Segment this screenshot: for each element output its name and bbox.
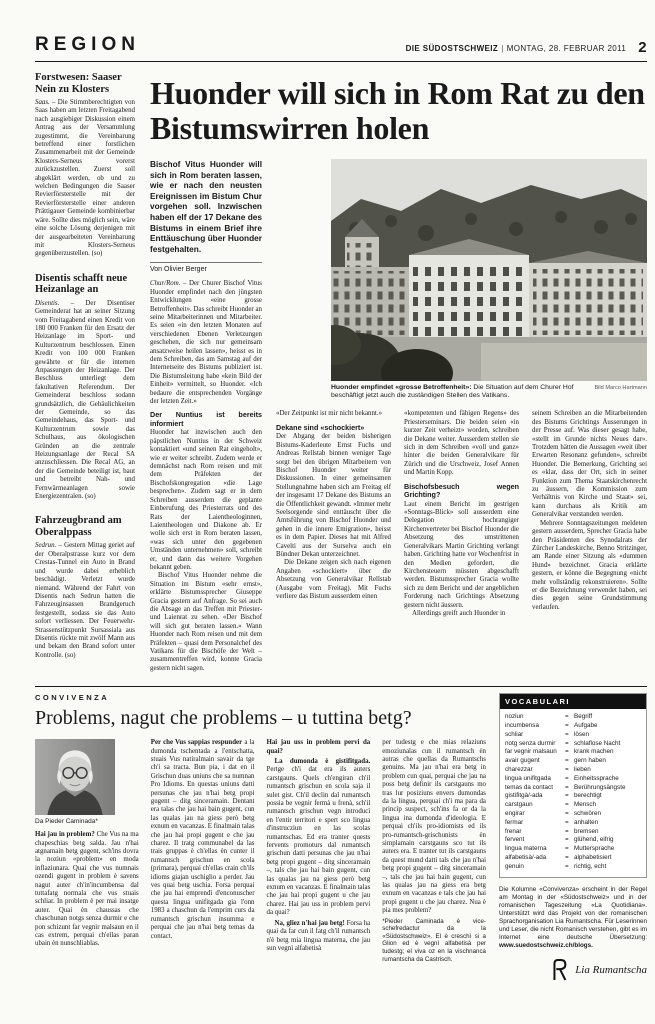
vocab-equals: = xyxy=(565,862,569,870)
paragraph: Laut einem Bericht im gestrigen «Sonntags-Blick» soll ausserdem eine Delegation hochrangiger Kirchenvertreter bei Bischof Huonder die Absetzung des umstrittenen Generalvikars Martin Grichting verlangt haben. Grichting hatte vor Wochenfrist in den Medien gefordert, die Kirchensteuern müssten abgeschafft werden. Bistumssprecher Gracia wollte sich zu dem Bericht und der angeblichen Forderung nach Grichtings Absetzung gestern nicht äussern. xyxy=(404,500,519,609)
subhead: Bischofsbesuch wegen Grichting? xyxy=(404,481,519,500)
lia-rumantscha-logo-text: Lia Rumantscha xyxy=(575,963,647,976)
vocab-equals: = xyxy=(565,739,569,747)
main-article-right xyxy=(276,159,647,673)
vocab-translation: berechtigt xyxy=(574,792,602,800)
vocab-term: fervent xyxy=(505,836,525,844)
vocabulari-row xyxy=(505,845,641,854)
photo-caption-text: Die Situation auf dem Churer Hof beschäftigt jetzt auch die zuständigen Stellen des Vatikans. xyxy=(331,384,574,400)
column-info-note: Die Kolumne «Convivenza» erscheint in der Regel am Montag in der «Südostschweiz» und in der romanischen Tageszeitung «La Quotidiana». Unterstützt wird das Projekt von der romanischen Sprachorganisation Lia Rumantscha. Für Leserinnen und Leser, die nicht Romanisch verstehen, gibt es im Internet eine deutsche Übersetzung: www.suedostschweiz.ch/blogs. xyxy=(499,885,647,949)
paragraph: «kompetenten und fähigen Regens» des Priesterseminars. Die beiden seien «in kurzer Zeit verheizt» worden, schreiben die Dekane weiter. Ausserdem stellen sie sich in dem Schreiben «voll und ganz» hinter die beiden Generalvikare für Zürich und die Urschweiz, Josef Annen und Martin Kopp. xyxy=(404,410,519,477)
vocabulari-sidebar xyxy=(499,693,647,981)
main-article-left-column xyxy=(150,159,262,673)
vocab-term: fermar xyxy=(505,818,524,826)
vocab-equals: = xyxy=(565,783,569,791)
article-column-3 xyxy=(404,410,519,618)
vocab-translation: Aufgabe xyxy=(574,721,598,729)
brief-headline: Disentis schafft neue Heizanlage an xyxy=(35,272,128,296)
masthead xyxy=(35,34,647,62)
convivenza-column-3 xyxy=(267,739,371,963)
vocabulari-box xyxy=(499,693,647,877)
vocabulari-row xyxy=(505,801,641,810)
main-body-columns xyxy=(276,410,647,618)
brief-body: Gestern Mittag geriet auf der Oberalpstrasse kurz vor dem Crestas-Tunnel ein Auto in Brand und wurde dabei erheblich beschädigt. Verletzt wurde niemand. Während der Fahrt von Disentis nach Sedrun hatten die Fahrzeuginsassen Brandgeruch festgestellt, sodass sie das Auto sofort verliessen. Der Feuerwehr-Strassenstützpunkt Sursassiala aus Disentis rückte mit zwölf Mann aus und bekam den Brand sofort unter Kontrolle. (so) xyxy=(35,542,135,659)
photo-caption-lead: Huonder empfindet «grosse Betroffenheit»: xyxy=(331,384,472,391)
vocab-term: lingua materna xyxy=(505,845,547,853)
vocab-translation: schlaflose Nacht xyxy=(574,739,621,747)
paragraph: Huonder hat inzwischen auch den päpstlichen Nuntius in der Schweiz kontaktiert «und seinen Rat eingeholt», wie er weiter schreibt. Zudem werde er demnächst nach Rom reisen und mit dem Präfekten der Bischofskongregation «die Lage besprechen». Zudem sagt er in dem Schreiben ausserdem die geplante Einberufung des Priesterrats und des Rats der Laientheologinnen, Laientheologen und Diakone ab. Er wolle sich erst in Rom beraten lassen, «was sich unter den gegebenen Umständen unternehmen» soll, schreibt er, und dann das weitere Vorgehen bekannt geben. xyxy=(150,429,262,571)
vocabulari-row xyxy=(505,748,641,757)
vocab-term: schliar xyxy=(505,730,524,738)
vocabulari-row xyxy=(505,819,641,828)
paragraph: «Der Zeitpunkt ist mir nicht bekannt.» xyxy=(276,410,383,418)
main-photo xyxy=(331,159,647,381)
briefs-column xyxy=(35,72,135,674)
vocabulari-row xyxy=(505,740,641,749)
article-column-1 xyxy=(150,280,262,673)
vocab-term: frenar xyxy=(505,827,522,835)
brief-article-forstwesen xyxy=(35,72,135,259)
subhead: Der Nuntius ist bereits informiert xyxy=(150,410,262,428)
paper-info xyxy=(406,39,647,56)
author-footnote: *Pieder Caminada è vice-schefredactur da la «Südostschweiz». El è creschì si a Glion ed è vegnì alfabetisà per tudestg; el viva oz en la vischnanca rumantscha da Castrisch. xyxy=(382,917,486,963)
vocab-equals: = xyxy=(565,836,569,844)
brief-body: Die Stimmberechtigten von Saas haben am letzten Freitagabend nach ausgiebiger Diskussion einem Antrag aus der Versammlung zugestimmt, die Vereinbarung betreffend einer forstlichen Zusammenarbeit mit der Gemeinde Klosters-Serneus vorerst zurückzustellen. Zuerst soll abgeklärt werden, ob und zu welchen Bedingungen die Saaser Revierförsterstelle mit der Revierförsterstelle einer anderen Prättigauer Gemeinde kombinierbar wäre. Sollte dies möglich sein, wäre eine solche Lösung derjenigen mit der ausgearbeiteten Vereinbarung mit Klosters-Serneus gegenüberzustellen. (so) xyxy=(35,99,135,258)
paragraph: per tudestg e che mias relaziuns emoziunalas cun il rumantsch èn autras che quellas da Rumantschs genuins. Ma jau n'hai era betg in problem cun quai, perquai che jau na poss betg definir ils carstgauns mo tras lur posiziuns envers dumondas da la lingua, perquai ch'i ma para da princip suspect, sch'ins fa or da la lingua ina dumonda d'ideologia. E perquai ch'ils pro-idiomists ed ils pro-rumantsch-grischunists èn simplamain carstgauns sco tut ils auters era. E tranter tut ils carstgauns da quest mund datti tals che jau n'hai betg propi gugent – ditg sinceramain –, tals che jau hai bain gugent, cun las qualas jau na giess era betg exnum en vacanzas e tals che jau hai propi gugent u che jau charez. Nua è pia mes problem? xyxy=(382,739,486,915)
vocab-translation: krank machen xyxy=(574,748,614,756)
masthead-separator: | xyxy=(501,44,504,53)
paragraph: Na, gliez n'hai jau betg! Forsa ha quai da far cun il fatg ch'il rumantsch n'è betg mia lingua materna, che jau sun vegnì alfabetisà xyxy=(266,919,371,952)
article-lead: Bischof Vitus Huonder will sich in Rom beraten lassen, wie er nach den neusten Ereignissen im Bistum Chur vorgehen soll. Inzwischen haben elf der 17 Dekane des Bistums in einem Brief ihre Enttäuschung über Huonder festgehalten. xyxy=(150,159,263,254)
paper-name: DIE SÜDOSTSCHWEIZ xyxy=(405,44,499,53)
vocabulari-list xyxy=(500,709,646,876)
main-article xyxy=(150,72,647,674)
paragraph: Hai jau in problem? Che Vus na ma chapeschias betg salda. Jau n'hai atgnamain betg gugent, sch'ins dovra la noziun «problem» en moda inflaziunara. Quai che vus numnais ozendi gugent in problem è savens nagut auter ch'in'incumbensa dal tuttafatg normala che vus stuais schliar. In problem è per mai insatge auter. Quai èn chaussas che chaschunan notgs senza durmir e che pon schizunt far vegnir malsaun en il cas extrem, perquai ch'ellas paran ubain èn nunschliablas. xyxy=(35,831,139,948)
paragraph: Der Abgang der beiden bisherigen Bistums-Kaderleute Ernst Fuchs und Andreas Rellstab binnen weniger Tage sorgt bei den übrigen Mitarbeitern von Bischof Huonder weiter für Diskussionen. In einer gemeinsamen Stellungnahme haben sich am Freitag elf der insgesamt 17 Dekane des Bistums an die Öffentlichkeit gewandt. «Immer mehr Seelsorgende sind enttäuscht über die Amtsführung von Bischof Huonder und gehen in die innere Emigration», heisst es in dem Papier. Dieses hat mit Alfred Cavelti aus der Surselva auch ein Bündner Dekan unterzeichnet. xyxy=(276,433,391,558)
vocab-term: noziun xyxy=(505,713,524,721)
vocab-term: engirar xyxy=(505,809,525,817)
main-article-top xyxy=(150,159,647,673)
vocab-equals: = xyxy=(565,809,569,817)
vocab-term: alfabetisà/-ada xyxy=(505,853,547,861)
vocab-translation: glühend, eifrig xyxy=(574,836,614,844)
vocabulari-row xyxy=(505,757,641,766)
lia-rumantscha-logo-icon xyxy=(549,958,569,982)
vocabulari-row xyxy=(505,784,641,793)
vocab-equals: = xyxy=(565,853,569,861)
lia-rumantscha-logo xyxy=(499,950,647,982)
vocab-term: notg senza durmir xyxy=(505,739,556,747)
vocab-term: gistifitgà/-ada xyxy=(505,792,543,800)
vocab-term: far vegnir malsaun xyxy=(505,748,557,756)
convivenza-column-4 xyxy=(382,739,486,963)
paragraph: Die Dekane zeigen sich nach eigenen Angaben «schockiert» über die Absetzung von Generalvikar Rellstab (Ausgabe vom Freitag). Mit Fuchs verliere das Bistum ausserdem einen xyxy=(276,559,391,601)
vocab-translation: Berührungsängste xyxy=(574,783,626,791)
vocab-equals: = xyxy=(565,713,569,721)
vocab-translation: richtig, echt xyxy=(574,862,607,870)
vocabulari-row xyxy=(505,854,641,863)
paragraph: La dumonda è gistifitgada. Pertge ch'i dat era ils auters carstgauns. Quels ch'engiran ch'il rumantsch grischun en scola saja il sulet gist. Ch'il declin dal rumantsch possia be vegnir fermà u frenà, sch'il rumantsch grischun vegn introducì en l'entir territori e spert sco lingua d'instrucziun en las scolas rumantschas. Ed era tranter quests fervents promoturs dal rumantsch grischun datti persunas che jau n'hai betg propi gugent – ditg sinceramain –, tals che jau hai bain gugent, cun las qualas jau na giess però betg exnum en vacanzas. E finalmain talas che jau hai propi gugent u che jau charez. Hai jau uss in problem pervi da quai? xyxy=(266,757,371,917)
brief-article-disentis xyxy=(35,273,135,502)
convivenza-column-2 xyxy=(151,739,255,963)
vocab-equals: = xyxy=(565,792,569,800)
vocab-translation: anhalten xyxy=(574,818,599,826)
pieder-caminada-portrait xyxy=(35,739,115,815)
vocab-translation: gern haben xyxy=(574,757,606,765)
vocabulari-row xyxy=(505,713,641,722)
column-info-url: www.suedostschweiz.ch/blogs. xyxy=(499,941,593,949)
vocab-equals: = xyxy=(565,730,569,738)
vocabulari-row xyxy=(505,810,641,819)
vocab-equals: = xyxy=(565,748,569,756)
vocab-term: genuin xyxy=(505,862,524,870)
article-column-4 xyxy=(532,410,647,618)
vocab-equals: = xyxy=(565,827,569,835)
dateline: Saas. – xyxy=(35,99,56,106)
photo-credit: Bild Marco Hartmann xyxy=(594,385,647,391)
vocabulari-row xyxy=(505,731,641,740)
vocab-equals: = xyxy=(565,774,569,782)
brief-headline: Forstwesen: Saaser Nein zu Klosters xyxy=(35,72,122,95)
vocabulari-row xyxy=(505,792,641,801)
vocab-translation: lieben xyxy=(574,765,591,773)
section-title: REGION xyxy=(35,34,140,55)
vocab-equals: = xyxy=(565,765,569,773)
paragraph: Bischof Vitus Huonder nehme die Situation im Bistum «sehr ernst», erklärte Bistumssprecher Giuseppe Gracia gestern auf Anfrage. So sei auch die Absage an das Treffen mit Priester- und Laienrat zu sehen. «Der Bischof will sich gut beraten lassen.» Wann Huonder nach Rom reisen und mit dem Präfekten – quasi dem Personalchef des Vatikans für die Bischöfe der Welt – zusammentreffen wird, konnte Gracia gestern nicht sagen. xyxy=(150,572,262,672)
vocab-translation: bremsen xyxy=(574,827,599,835)
vocabulari-row xyxy=(505,775,641,784)
vocab-equals: = xyxy=(565,818,569,826)
brief-body: Der Disentiser Gemeinderat hat an seiner Sitzung vom Freitagabend einen Kredit von 180 000 Franken für den Ersatz der Heizanlage im Sport- und Kulturzentrum beschlossen. Einen Kredit von 100 000 Franken gewährte er für die internen Anpassungen der Heizanlage. Der Beschluss unterliegt dem fakultativen Referendum. Der Gemeinderat beschloss sodann grundsätzlich, die Gebäulichkeiten der Gemeinde, so das Gemeindehaus, das Sport- und Kulturzentrum sowie das Schulhaus, aus ökologischen Gründen an die zentrale Heizungsanlage der Recal SA anzuschliessen. Die Recal AG, an der die Gemeinde beteiligt ist, baut und betreibt Nah- und Fernwärmeanlagen sowie Energiezentralen. (so) xyxy=(35,299,135,501)
dateline: Chur/Rom. – xyxy=(150,280,187,288)
vocabulari-row xyxy=(505,766,641,775)
paragraph: Hai jau uss in problem pervi da quai? xyxy=(266,739,371,755)
paragraph: Per che Vus sappias respunder a la dumonda tschentada a l'entschatta, stuais Vus natiralmain savair da tge ch'i sa tracta. Bun pia, i dat en il Grischun duas uniuns che sa numnan Pro Idioms. En questas uniuns datti persunas che jau n'hai betg propi gugent – ditg sinceramain. Dentant era talas che jau hai bain gugent, cun las qualas jau na giess però betg exnum en vacanzas. E finalmain talas che jau hai propi gugent e che jau charez. Il tratg communabel da las trais gruppas è ch'ellas èn cunter il rumantsch grischun en scola (primara), perquai ch'ellas crain ch'ils idioms giajan uschiglio a perder. Jau ves quai betg uschia. Forsa perquai che jau hai emprendì d'enconuscher questa lingua unifitgada gia l'onn 1983 a chaschun da l'emprim curs da rumantsch grischun insumma e perquai che jau n'hai betg temas da contact. xyxy=(150,739,255,940)
convivenza-section xyxy=(35,686,647,981)
convivenza-column-1 xyxy=(35,739,139,963)
vocab-translation: Muttersprache xyxy=(574,845,615,853)
paragraph: Allerdings greift auch Huonder in xyxy=(412,609,506,617)
vocabulari-row xyxy=(505,836,641,845)
vocabulari-row xyxy=(505,863,641,872)
byline: Von Olivier Berger xyxy=(150,262,262,273)
vocab-translation: Mensch xyxy=(574,801,597,809)
section-kicker: CONVIVENZA xyxy=(35,693,110,703)
subhead: Dekane sind «schockiert» xyxy=(276,422,365,432)
vocab-term: incumbensa xyxy=(505,721,539,729)
paragraph: seinem Schreiben an die Mitarbeitenden des Bistums Grichtings Äusserungen in der Presse auf. Was dieser gesagt habe, «stellt im Grunde nichts Neues dar». Trotzdem hätten die Aussagen «weit über Erwarten Resonanz gefunden», schreibt Huonder. Die Bemerkung, Grichting sei es «klar, dass der Ort, sich in seiner Funktion zum Thema Staatskirchenrecht zu äussern, die Kommission zum Verhältnis von Kirche und Staat» sei, kann durchaus als Kritik am Generalvikar verstanden werden. xyxy=(532,410,647,519)
churer-hof-photo xyxy=(331,159,647,381)
convivenza-main xyxy=(35,693,486,981)
vocab-translation: alphabetisiert xyxy=(574,853,612,861)
page-number: 2 xyxy=(638,39,647,56)
vocabulari-row xyxy=(505,722,641,731)
dateline: Sedrun. – xyxy=(35,542,62,550)
brief-headline: Fahrzeugbrand am Oberalppass xyxy=(35,515,122,538)
vocab-equals: = xyxy=(565,845,569,853)
vocab-translation: Begriff xyxy=(574,713,593,721)
vocab-term: carstgaun xyxy=(505,801,533,809)
vocab-equals: = xyxy=(565,721,569,729)
paragraph: Mehrere Sonntagszeitungen meldeten gestern ausserdem, Sprecher Gracia habe den Präsidenten des Synodalrats der Zürcher Landeskirche, Benno Stritzinger, am Rande einer Sitzung als «dummen Hund» bezeichnet. Gracia erklärte gestern, er könne die Begegnung «nicht mehr vollständig rekonstruieren». Sollte er die Bezeichnung verwendet haben, sei dies gegen seine Grundstimmung verlaufen. xyxy=(532,519,647,611)
vocabulari-title: VOCABULARI xyxy=(500,694,646,709)
paragraph: Chur/Rom. – Der Churer Bischof Vitus Huonder empfindet nach den jüngsten Entwicklungen «eine grosse Betroffenheit». Das schreibt Huonder an seine Mitarbeiterinnen und Mitarbeiter. Es seien «in den letzten Monaten auf verschiedenen Ebenen Verletzungen geschehen, die sich nur gemeinsam ansatzweise heilen lassen», heisst es in dem Schreiben, das am Samstag auf der Internetseite des Bistums publiziert ist. Die Bistumsleitung habe «kein Bild der Einheit» vermittelt, so Huonder. «Ich bedaure die entsprechenden Vorgänge der letzten Zeit.» xyxy=(150,280,262,406)
main-headline: Huonder will sich in Rom Rat zu den Bistumswirren holen xyxy=(150,75,645,146)
vocab-equals: = xyxy=(565,757,569,765)
page-content xyxy=(35,72,647,674)
photo-caption xyxy=(331,381,647,400)
vocab-equals: = xyxy=(565,801,569,809)
dateline: Disentis. – xyxy=(35,299,75,307)
vocab-translation: schwören xyxy=(574,809,601,817)
brief-article-fahrzeugbrand xyxy=(35,515,135,660)
author-byline: Da Pieder Caminada* xyxy=(35,818,98,826)
vocabulari-row xyxy=(505,828,641,837)
vocab-term: temas da contact xyxy=(505,783,553,791)
issue-date: MONTAG, 28. FEBRUAR 2011 xyxy=(506,44,627,53)
author-photo xyxy=(35,739,115,815)
convivenza-columns xyxy=(35,739,486,963)
vocab-term: lingua unifitgada xyxy=(505,774,551,782)
vocab-translation: Einheitssprache xyxy=(574,774,619,782)
vocab-term: charezzar xyxy=(505,765,533,773)
article-column-2 xyxy=(276,410,391,618)
vocab-translation: lösen xyxy=(574,730,590,738)
vocab-term: avair gugent xyxy=(505,757,540,765)
convivenza-headline: Problems, nagut che problems – u tuttina betg? xyxy=(35,707,412,730)
